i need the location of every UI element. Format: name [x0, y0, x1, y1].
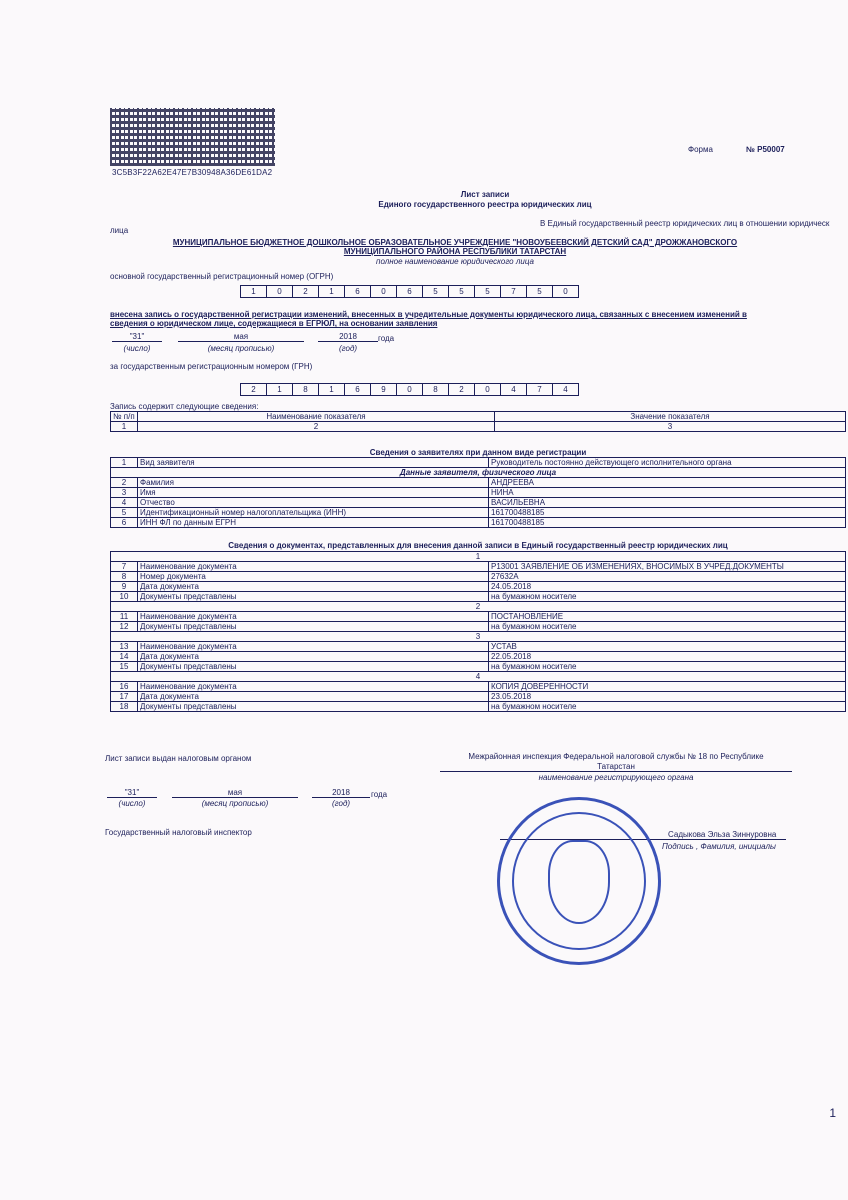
row-num: 10 [111, 592, 138, 602]
row-num: 2 [111, 478, 138, 488]
issued-label: Лист записи выдан налоговым органом [105, 754, 252, 763]
date-month: мая [178, 332, 304, 342]
page-number: 1 [829, 1106, 836, 1120]
signer-caption: Подпись , Фамилия, инициалы [662, 842, 776, 851]
row-value: ВАСИЛЬЕВНА [489, 498, 846, 508]
row-key: Дата документа [138, 582, 489, 592]
row-value: на бумажном носителе [489, 662, 846, 672]
header-col-2: 2 [138, 422, 495, 432]
footer-caption-year: (год) [331, 799, 351, 808]
row-value: НИНА [489, 488, 846, 498]
signer-name: Садыкова Эльза Зиннуровна [668, 830, 777, 839]
grn-digit: 2 [241, 384, 267, 395]
date-goda: года [378, 334, 395, 343]
row-num: 13 [111, 642, 138, 652]
table-row [111, 508, 846, 518]
barcode-text: 3C5B3F22A62E47E7B30948A36DE61DA2 [112, 168, 273, 177]
ogrn-digit: 1 [319, 286, 345, 297]
table-row [111, 562, 846, 572]
org-name-line-1: МУНИЦИПАЛЬНОЕ БЮДЖЕТНОЕ ДОШКОЛЬНОЕ ОБРАЗОВАТЕЛЬНОЕ УЧРЕЖДЕНИЕ "НОВОУБЕЕВСКИЙ ДЕТСКИЙ САД" ДРОЖЖАНОВСКОГО [172, 238, 738, 247]
documents-table [110, 551, 846, 712]
grn-digit: 9 [371, 384, 397, 395]
table-row [111, 642, 846, 652]
row-key: Документы представлены [138, 662, 489, 672]
footer-caption-day: (число) [118, 799, 146, 808]
ogrn-digit: 5 [423, 286, 449, 297]
row-value: 161700488185 [489, 508, 846, 518]
row-value: 24.05.2018 [489, 582, 846, 592]
grn-digit: 6 [345, 384, 371, 395]
grn-digit: 7 [527, 384, 553, 395]
grn-digit: 1 [319, 384, 345, 395]
row-key: Идентификационный номер налогоплательщика (ИНН) [138, 508, 489, 518]
ogrn-digits [240, 285, 579, 298]
header-value: Значение показателя [495, 412, 846, 422]
row-value: АНДРЕЕВА [489, 478, 846, 488]
grn-digit: 8 [423, 384, 449, 395]
table-row [111, 488, 846, 498]
applicant-title: Сведения о заявителях при данном виде регистрации [369, 448, 587, 457]
forma-label: Форма [688, 145, 713, 154]
footer-date-year: 2018 [312, 788, 370, 798]
eagle-emblem-icon [548, 840, 610, 924]
row-num: 6 [111, 518, 138, 528]
ogrn-label: основной государственный регистрационный номер (ОГРН) [110, 272, 334, 281]
row-key: Отчество [138, 498, 489, 508]
row-value: на бумажном носителе [489, 592, 846, 602]
row-num: 16 [111, 682, 138, 692]
table-row [111, 582, 846, 592]
row-value: Руководитель постоянно действующего исполнительного органа [489, 458, 846, 468]
row-value: 27632А [489, 572, 846, 582]
row-value: Р13001 ЗАЯВЛЕНИЕ ОБ ИЗМЕНЕНИЯХ, ВНОСИМЫХ В УЧРЕД.ДОКУМЕНТЫ [489, 562, 846, 572]
row-num: 15 [111, 662, 138, 672]
table-row [111, 622, 846, 632]
row-num: 3 [111, 488, 138, 498]
row-num: 11 [111, 612, 138, 622]
grn-digit: 1 [267, 384, 293, 395]
row-num: 8 [111, 572, 138, 582]
inspector-label: Государственный налоговый инспектор [105, 828, 252, 837]
table-row [111, 692, 846, 702]
row-num: 14 [111, 652, 138, 662]
row-key: Документы представлены [138, 702, 489, 712]
row-num: 17 [111, 692, 138, 702]
documents-title: Сведения о документах, представленных для внесения данной записи в Единый государственный реестр юридических лиц [228, 541, 728, 550]
row-key: Наименование документа [138, 562, 489, 572]
row-key: Номер документа [138, 572, 489, 582]
row-key: Фамилия [138, 478, 489, 488]
date-day: "31" [112, 332, 162, 342]
table-row [111, 662, 846, 672]
table-row [111, 498, 846, 508]
ogrn-digit: 5 [449, 286, 475, 297]
table-row [111, 458, 846, 468]
ogrn-digit: 6 [397, 286, 423, 297]
applicant-subtitle: Данные заявителя, физического лица [111, 468, 846, 478]
row-value: на бумажном носителе [489, 702, 846, 712]
row-key: Дата документа [138, 652, 489, 662]
ogrn-digit: 5 [527, 286, 553, 297]
table-row [111, 612, 846, 622]
table-row [111, 682, 846, 692]
table-row [111, 702, 846, 712]
row-key: Наименование документа [138, 612, 489, 622]
row-num: 9 [111, 582, 138, 592]
grn-digit: 0 [475, 384, 501, 395]
ogrn-digit: 0 [563, 287, 568, 296]
footer-caption-month: (месяц прописью) [201, 799, 269, 808]
org-caption: полное наименование юридического лица [376, 257, 534, 266]
grn-digits [240, 383, 579, 396]
org-name-line-2: МУНИЦИПАЛЬНОГО РАЙОНА РЕСПУБЛИКИ ТАТАРСТАН [343, 247, 567, 256]
ogrn-digit: 5 [475, 286, 501, 297]
row-num: 18 [111, 702, 138, 712]
row-num: 5 [111, 508, 138, 518]
row-num: 7 [111, 562, 138, 572]
record-line-1: внесена запись о государственной регистрации изменений, внесенных в учредительные документы юридического лица, связанных с внесением изменений в [110, 310, 747, 319]
header-name: Наименование показателя [138, 412, 495, 422]
row-value: УСТАВ [489, 642, 846, 652]
doc-group-label: 2 [111, 602, 846, 612]
intro-line: В Единый государственный реестр юридических лиц в отношении юридическ [540, 219, 830, 228]
title-line-1: Лист записи [460, 190, 510, 199]
ogrn-digit: 7 [501, 286, 527, 297]
header-col-3: 3 [495, 422, 846, 432]
barcode [110, 108, 275, 166]
table-row [111, 652, 846, 662]
row-value: на бумажном носителе [489, 622, 846, 632]
row-value: 161700488185 [489, 518, 846, 528]
row-value: ПОСТАНОВЛЕНИЕ [489, 612, 846, 622]
header-col-1: 1 [111, 422, 138, 432]
ogrn-digit: 2 [293, 286, 319, 297]
footer-date-goda: года [371, 790, 388, 799]
row-key: Наименование документа [138, 682, 489, 692]
row-key: ИНН ФЛ по данным ЕГРН [138, 518, 489, 528]
row-key: Документы представлены [138, 622, 489, 632]
row-key: Наименование документа [138, 642, 489, 652]
footer-date-month: мая [172, 788, 298, 798]
row-key: Имя [138, 488, 489, 498]
ogrn-digit: 6 [345, 286, 371, 297]
applicant-table [110, 457, 846, 528]
ogrn-digit: 0 [371, 286, 397, 297]
authority-line-2: Татарстан [440, 762, 792, 772]
authority-caption: наименование регистрирующего органа [538, 773, 694, 782]
caption-day: (число) [123, 344, 151, 353]
grn-digit: 4 [501, 384, 527, 395]
caption-year: (год) [338, 344, 358, 353]
row-value: 23.05.2018 [489, 692, 846, 702]
intro-word-lica: лица [110, 226, 129, 235]
table-row [111, 478, 846, 488]
row-num: 4 [111, 498, 138, 508]
header-num: № п/п [111, 412, 138, 422]
grn-digit: 0 [397, 384, 423, 395]
row-num: 12 [111, 622, 138, 632]
grn-digit: 8 [293, 384, 319, 395]
caption-month: (месяц прописью) [207, 344, 275, 353]
header-table [110, 411, 846, 432]
forma-number: № Р50007 [746, 145, 785, 154]
grn-label: за государственным регистрационным номером (ГРН) [110, 362, 313, 371]
row-value: КОПИЯ ДОВЕРЕННОСТИ [489, 682, 846, 692]
doc-group-label: 4 [111, 672, 846, 682]
record-line-2: сведения о юридическом лице, содержащиеся в ЕГРЮЛ, на основании заявления [110, 319, 438, 328]
doc-group-label: 3 [111, 632, 846, 642]
table-row [111, 518, 846, 528]
title-line-2: Единого государственного реестра юридических лиц [378, 200, 592, 209]
table-row [111, 592, 846, 602]
grn-digit: 4 [563, 385, 568, 394]
ogrn-digit: 0 [267, 286, 293, 297]
contents-label: Запись содержит следующие сведения: [110, 402, 259, 411]
row-key: Документы представлены [138, 592, 489, 602]
doc-group-label: 1 [111, 552, 846, 562]
date-year: 2018 [318, 332, 378, 342]
row-key: Дата документа [138, 692, 489, 702]
ogrn-digit: 1 [241, 286, 267, 297]
row-key: Вид заявителя [138, 458, 489, 468]
row-num: 1 [111, 458, 138, 468]
row-value: 22.05.2018 [489, 652, 846, 662]
table-row [111, 572, 846, 582]
footer-date-day: "31" [107, 788, 157, 798]
authority-line-1: Межрайонная инспекция Федеральной налоговой службы № 18 по Республике [468, 752, 764, 761]
grn-digit: 2 [449, 384, 475, 395]
